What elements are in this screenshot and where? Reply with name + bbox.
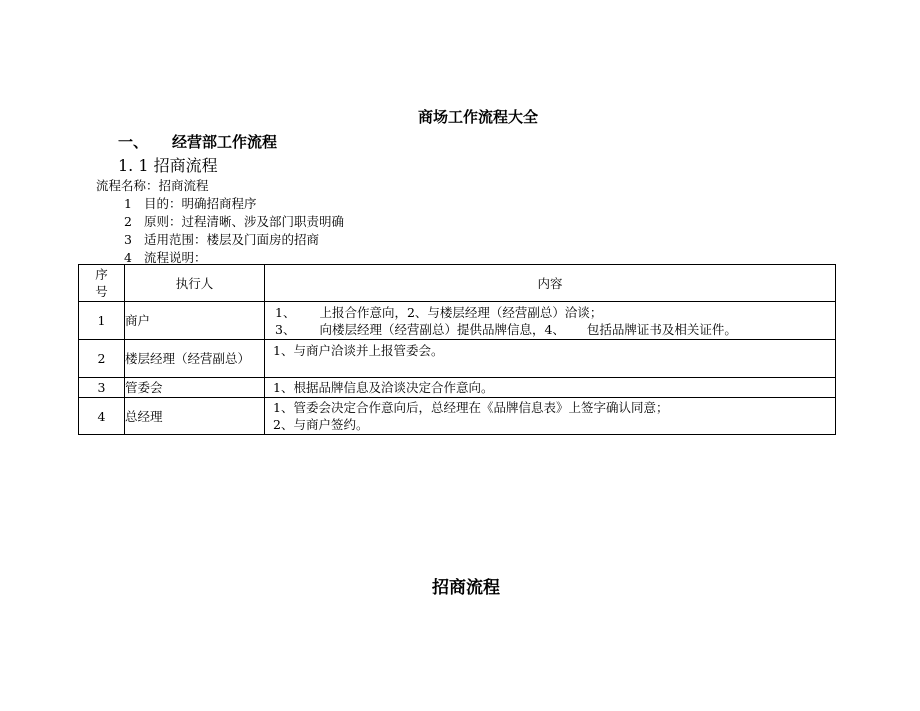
row-content <box>265 398 836 435</box>
item-text: 适用范围：楼层及门面房的招商 <box>144 232 320 247</box>
section-number: 一、 <box>118 133 149 151</box>
content-line: 2、与商户签约。 <box>273 417 369 432</box>
subsection-heading: 1. 1 招商流程 <box>118 156 218 175</box>
list-item <box>124 212 344 230</box>
item-number: 2 <box>124 214 132 229</box>
row-seq: 3 <box>79 378 125 398</box>
item-text: 原则：过程清晰、涉及部门职责明确 <box>144 214 345 229</box>
row-seq: 4 <box>79 398 125 435</box>
content-line: 3、 向楼层经理（经营副总）提供品牌信息，4、 包括品牌证书及相关证件。 <box>275 321 737 337</box>
row-executor: 楼层经理（经营副总） <box>125 340 265 378</box>
section-title: 经营部工作流程 <box>172 133 278 151</box>
list-item <box>124 194 257 212</box>
row-content: 1、与商户洽谈并上报管委会。 <box>265 340 836 378</box>
row-executor: 商户 <box>125 302 265 340</box>
item-number: 1 <box>124 196 132 211</box>
header-seq: 序号 <box>79 265 125 302</box>
header-content: 内容 <box>265 265 836 302</box>
table-row <box>79 340 836 378</box>
process-table <box>78 264 836 435</box>
row-content <box>265 302 836 340</box>
content-line: 1、 上报合作意向，2、与楼层经理（经营副总）洽谈； <box>275 304 603 320</box>
table-row <box>79 302 836 340</box>
section-heading <box>118 131 277 152</box>
row-seq: 1 <box>79 302 125 340</box>
row-executor: 总经理 <box>125 398 265 435</box>
row-content: 1、根据品牌信息及洽谈决定合作意向。 <box>265 378 836 398</box>
list-item <box>124 230 319 248</box>
table-row <box>79 378 836 398</box>
header-executor: 执行人 <box>125 265 265 302</box>
table-row <box>79 398 836 435</box>
document-title: 商场工作流程大全 <box>417 108 538 126</box>
item-text: 目的：明确招商程序 <box>144 196 257 211</box>
table-header-row <box>79 265 836 302</box>
item-number: 3 <box>124 232 132 247</box>
content-line: 1、管委会决定合作意向后，总经理在《品牌信息表》上签字确认同意； <box>273 400 669 415</box>
item-number: 4 <box>124 250 132 265</box>
item-text: 流程说明： <box>144 250 207 265</box>
bottom-title: 招商流程 <box>432 578 500 598</box>
row-seq: 2 <box>79 340 125 378</box>
row-executor: 管委会 <box>125 378 265 398</box>
flow-name: 流程名称：招商流程 <box>96 178 209 193</box>
